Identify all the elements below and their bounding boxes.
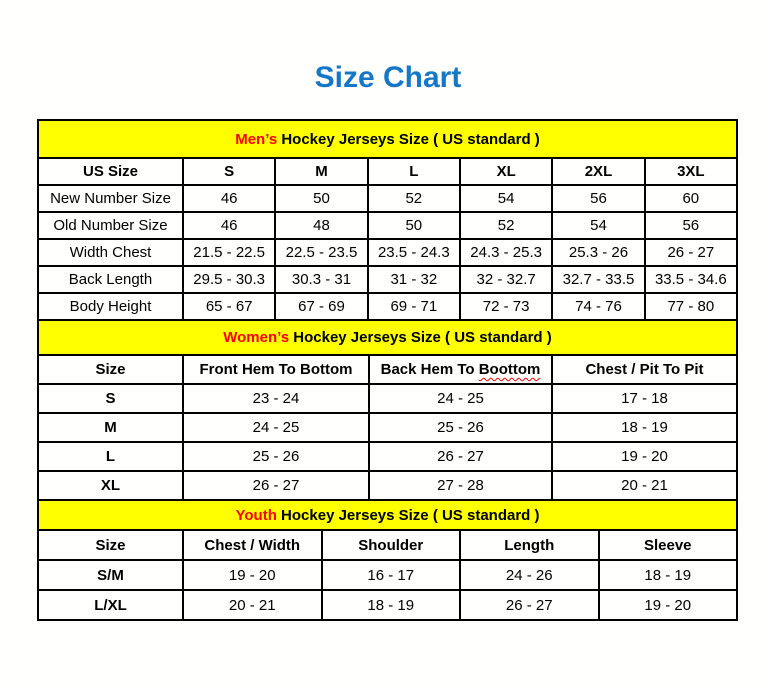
- table-cell: 24 - 25: [183, 413, 369, 442]
- table-cell: 54: [460, 185, 552, 212]
- column-header-text: Back Hem To: [380, 361, 479, 378]
- page-title: Size Chart: [314, 61, 462, 94]
- table-cell: 27 - 28: [369, 471, 552, 500]
- table-cell: 24 - 25: [369, 384, 552, 413]
- column-header: Sleeve: [599, 530, 738, 560]
- table-cell: 52: [460, 212, 552, 239]
- row-label: L: [38, 442, 183, 471]
- row-label: Old Number Size: [38, 212, 183, 239]
- table-cell: 31 - 32: [368, 266, 460, 293]
- table-cell: 56: [552, 185, 644, 212]
- mens-size-table: [37, 119, 738, 321]
- row-label: Body Height: [38, 293, 183, 320]
- table-cell: 50: [368, 212, 460, 239]
- table-cell: 48: [275, 212, 367, 239]
- table-cell: 19 - 20: [599, 590, 738, 620]
- womens-size-table: [37, 319, 738, 501]
- womens-header-red-text: Women’s: [223, 329, 290, 346]
- table-cell: 17 - 18: [552, 384, 737, 413]
- womens-column-header-row: [38, 355, 737, 384]
- youth-header-red-text: Youth: [235, 506, 277, 524]
- table-cell: 18 - 19: [552, 413, 737, 442]
- table-row: [38, 293, 737, 320]
- table-cell: 26 - 27: [645, 239, 737, 266]
- table-row: [38, 590, 737, 620]
- youth-header-rest-text: Hockey Jerseys Size ( US standard ): [276, 506, 540, 524]
- table-cell: 69 - 71: [368, 293, 460, 320]
- table-cell: 23 - 24: [183, 384, 369, 413]
- row-label: S: [38, 384, 183, 413]
- table-cell: 24 - 26: [460, 560, 599, 590]
- column-header: S: [183, 158, 275, 185]
- column-header: Size: [38, 530, 183, 560]
- youth-size-table: [37, 499, 738, 621]
- row-label: M: [38, 413, 183, 442]
- misspelled-word: Boottom: [478, 361, 541, 378]
- youth-section-header-row: [38, 500, 737, 530]
- size-chart-page: [0, 60, 776, 621]
- table-cell: 65 - 67: [183, 293, 275, 320]
- table-cell: 77 - 80: [645, 293, 737, 320]
- table-cell: 25 - 26: [183, 442, 369, 471]
- column-header: US Size: [38, 158, 183, 185]
- size-chart: [37, 119, 738, 621]
- table-cell: 30.3 - 31: [275, 266, 367, 293]
- table-row: [38, 266, 737, 293]
- mens-header-red-text: Men’s: [235, 130, 278, 148]
- row-label: New Number Size: [38, 185, 183, 212]
- table-cell: 46: [183, 185, 275, 212]
- youth-column-header-row: [38, 530, 737, 560]
- row-label: S/M: [38, 560, 183, 590]
- table-cell: 54: [552, 212, 644, 239]
- table-cell: 46: [183, 212, 275, 239]
- table-cell: 32.7 - 33.5: [552, 266, 644, 293]
- table-cell: 18 - 19: [599, 560, 738, 590]
- mens-column-header-row: [38, 158, 737, 185]
- table-cell: 19 - 20: [552, 442, 737, 471]
- column-header: Length: [460, 530, 599, 560]
- table-cell: 32 - 32.7: [460, 266, 552, 293]
- womens-section-header: [38, 320, 737, 355]
- mens-header-rest-text: Hockey Jerseys Size ( US standard ): [277, 130, 540, 148]
- table-cell: 50: [275, 185, 367, 212]
- youth-section-header: [38, 500, 737, 530]
- column-header: [369, 355, 552, 384]
- row-label: XL: [38, 471, 183, 500]
- table-row: [38, 442, 737, 471]
- column-header: XL: [460, 158, 552, 185]
- womens-section-header-row: [38, 320, 737, 355]
- table-cell: 60: [645, 185, 737, 212]
- table-row: [38, 471, 737, 500]
- mens-section-header-row: [38, 120, 737, 158]
- table-cell: 26 - 27: [460, 590, 599, 620]
- table-cell: 19 - 20: [183, 560, 322, 590]
- table-cell: 20 - 21: [183, 590, 322, 620]
- column-header: Chest / Width: [183, 530, 322, 560]
- mens-section-header: [38, 120, 737, 158]
- table-cell: 52: [368, 185, 460, 212]
- table-cell: 25 - 26: [369, 413, 552, 442]
- column-header: 3XL: [645, 158, 737, 185]
- table-cell: 16 - 17: [322, 560, 461, 590]
- table-cell: 72 - 73: [460, 293, 552, 320]
- table-row: [38, 413, 737, 442]
- table-cell: 26 - 27: [183, 471, 369, 500]
- table-cell: 23.5 - 24.3: [368, 239, 460, 266]
- table-row: [38, 212, 737, 239]
- table-row: [38, 185, 737, 212]
- column-header: L: [368, 158, 460, 185]
- table-cell: 67 - 69: [275, 293, 367, 320]
- column-header: Shoulder: [322, 530, 461, 560]
- row-label: Back Length: [38, 266, 183, 293]
- table-cell: 18 - 19: [322, 590, 461, 620]
- column-header: Size: [38, 355, 183, 384]
- table-cell: 25.3 - 26: [552, 239, 644, 266]
- table-cell: 22.5 - 23.5: [275, 239, 367, 266]
- table-cell: 24.3 - 25.3: [460, 239, 552, 266]
- table-row: [38, 384, 737, 413]
- table-cell: 26 - 27: [369, 442, 552, 471]
- column-header: Front Hem To Bottom: [183, 355, 369, 384]
- column-header: Chest / Pit To Pit: [552, 355, 737, 384]
- row-label: Width Chest: [38, 239, 183, 266]
- table-cell: 74 - 76: [552, 293, 644, 320]
- table-cell: 21.5 - 22.5: [183, 239, 275, 266]
- table-cell: 33.5 - 34.6: [645, 266, 737, 293]
- table-cell: 56: [645, 212, 737, 239]
- womens-header-rest-text: Hockey Jerseys Size ( US standard ): [289, 329, 552, 346]
- table-row: [38, 560, 737, 590]
- table-row: [38, 239, 737, 266]
- table-cell: 20 - 21: [552, 471, 737, 500]
- table-cell: 29.5 - 30.3: [183, 266, 275, 293]
- row-label: L/XL: [38, 590, 183, 620]
- column-header: M: [275, 158, 367, 185]
- column-header: 2XL: [552, 158, 644, 185]
